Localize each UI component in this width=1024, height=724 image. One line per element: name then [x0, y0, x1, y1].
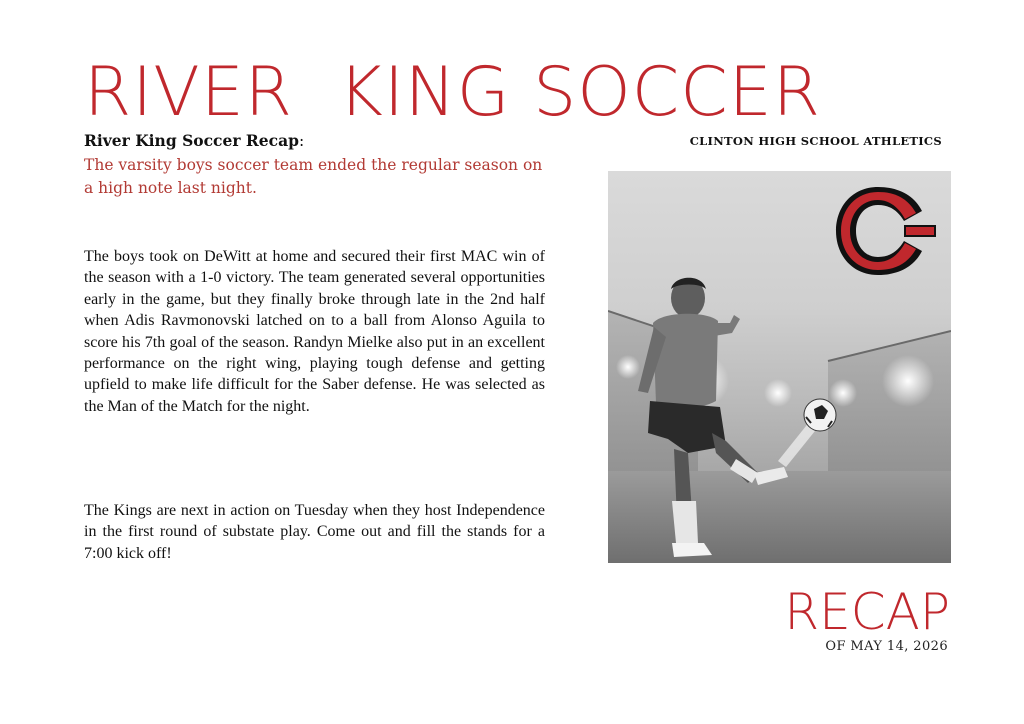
recap-date: OF MAY 14, 2026 [825, 639, 948, 654]
stadium-light [764, 379, 792, 407]
soccer-player-illustration [608, 171, 951, 563]
article-paragraph-1: The boys took on DeWitt at home and secured their first MAC win of the season with a 1-0 victory. The team generated several opportunities early in the game, but they finally broke through late in the 2nd half when Adis Ravmonovski latched on to a ball from Alonso Aguila to score his 7th goal of the season. Randyn Mielke also put in an excellent performance on the right wing, playing tough defense and getting upfield to make life difficult for the Saber defense. He was selected as the Man of the Match for the night. [84, 248, 545, 415]
recap-heading-bold: River King Soccer Recap [84, 131, 299, 150]
school-name: CLINTON HIGH SCHOOL ATHLETICS [689, 134, 942, 148]
clinton-c-logo [836, 187, 936, 275]
soccer-player-photo [608, 171, 951, 563]
lede-text: The varsity boys soccer team ended the regular season on a high note last night. [84, 156, 543, 197]
recap-label: RECAP [784, 583, 950, 641]
recap-heading [84, 131, 304, 150]
stadium-light [882, 355, 934, 407]
page-title: RIVER KING SOCCER [84, 53, 821, 132]
soccer-ball [804, 399, 836, 431]
article-paragraph-2: The Kings are next in action on Tuesday when they host Independence in the first round of substate play. Come out and fill the stands for a 7:00 kick off! [84, 502, 545, 562]
stadium-light [829, 379, 857, 407]
recap-heading-colon: : [298, 132, 305, 150]
